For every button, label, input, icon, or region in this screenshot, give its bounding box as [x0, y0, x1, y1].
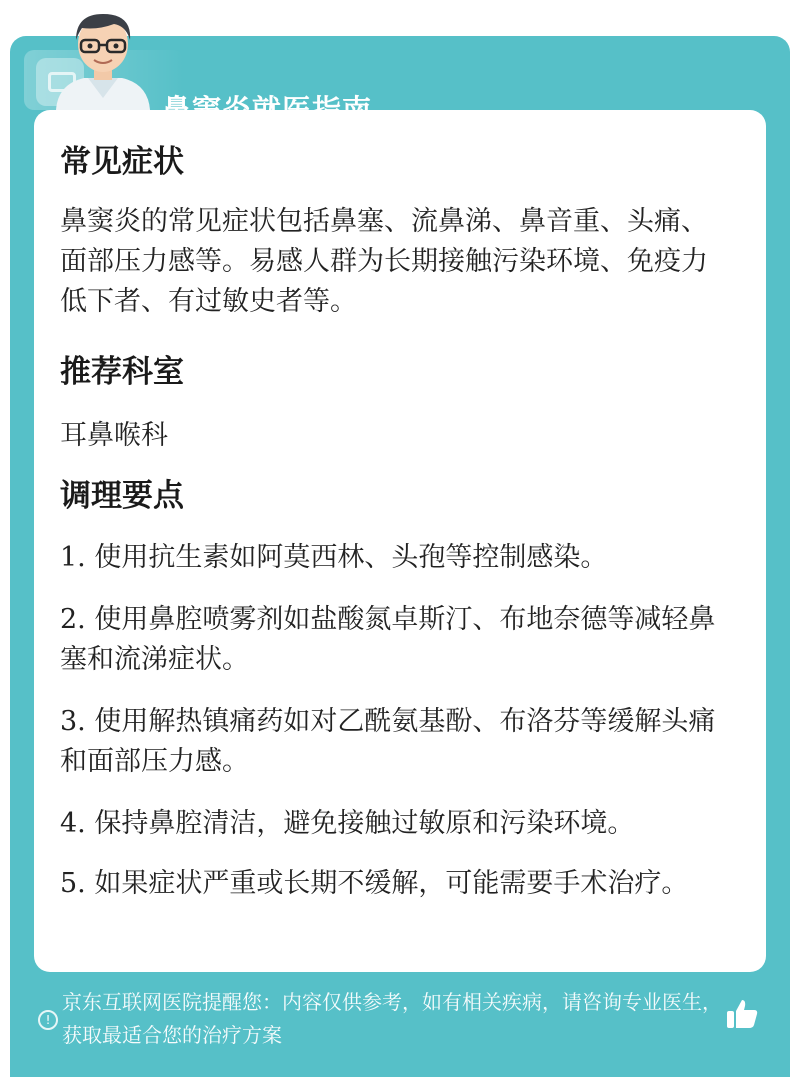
- tip-text: 使用鼻腔喷雾剂如盐酸氮卓斯汀、布地奈德等减轻鼻塞和流涕症状。: [60, 604, 716, 675]
- thumbs-up-icon[interactable]: [724, 996, 760, 1032]
- tip-text: 保持鼻腔清洁，避免接触过敏原和污染环境。: [94, 808, 635, 839]
- section-title-symptoms: 常见症状: [60, 144, 184, 180]
- info-icon: !: [38, 1010, 58, 1030]
- doctor-avatar: [48, 6, 158, 110]
- care-tip-1: [60, 538, 732, 578]
- tip-number: 5.: [60, 868, 86, 899]
- care-tip-5: [60, 864, 732, 904]
- tip-number: 4.: [60, 808, 86, 839]
- section-title-care: 调理要点: [60, 478, 184, 514]
- symptoms-text: 鼻窦炎的常见症状包括鼻塞、流鼻涕、鼻音重、头痛、面部压力感等。易感人群为长期接触污染环境、免疫力低下者、有过敏史者等。: [60, 206, 708, 317]
- care-tip-3: [60, 702, 732, 782]
- care-tip-4: [60, 804, 732, 844]
- section-title-department: 推荐科室: [60, 354, 184, 390]
- footer-disclaimer: 京东互联网医院提醒您：内容仅供参考，如有相关疾病，请咨询专业医生，获取最适合您的治疗方案: [62, 990, 722, 1047]
- content-card: [34, 110, 766, 972]
- tip-number: 1.: [60, 542, 86, 573]
- department-text: 耳鼻喉科: [60, 420, 168, 451]
- care-tip-2: [60, 600, 732, 680]
- tip-text: 如果症状严重或长期不缓解，可能需要手术治疗。: [94, 868, 689, 899]
- tip-number: 3.: [60, 706, 86, 737]
- tip-text: 使用解热镇痛药如对乙酰氨基酚、布洛芬等缓解头痛和面部压力感。: [60, 706, 716, 777]
- tip-text: 使用抗生素如阿莫西林、头孢等控制感染。: [94, 542, 608, 573]
- tip-number: 2.: [60, 604, 86, 635]
